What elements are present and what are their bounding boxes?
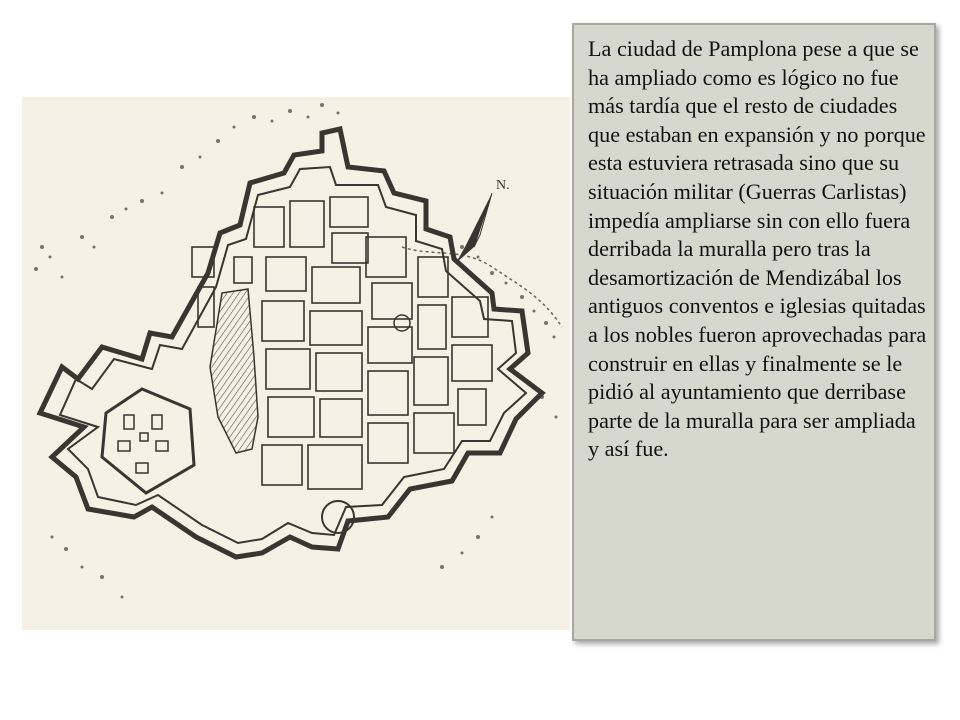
description-text: La ciudad de Pamplona pese a que se ha ampliado como es lógico no fue más tardía que el resto de ciudades que estaban en expansión y no porque esta estuviera retrasada sino que su situación militar (Guerras Carlistas) impedía ampliarse sin con ello fuera derribada la muralla pero tras la desamortización de Mendizábal los antiguos conventos e iglesias quitadas a los nobles fueron aprovechadas para construir en ellas y finalmente se le pidió al ayuntamiento que derribase parte de la muralla para ser ampliada y así fue. (588, 36, 927, 462)
north-label: N. (496, 178, 510, 193)
description-text-box (572, 23, 936, 641)
pamplona-fortification-map (22, 97, 570, 630)
